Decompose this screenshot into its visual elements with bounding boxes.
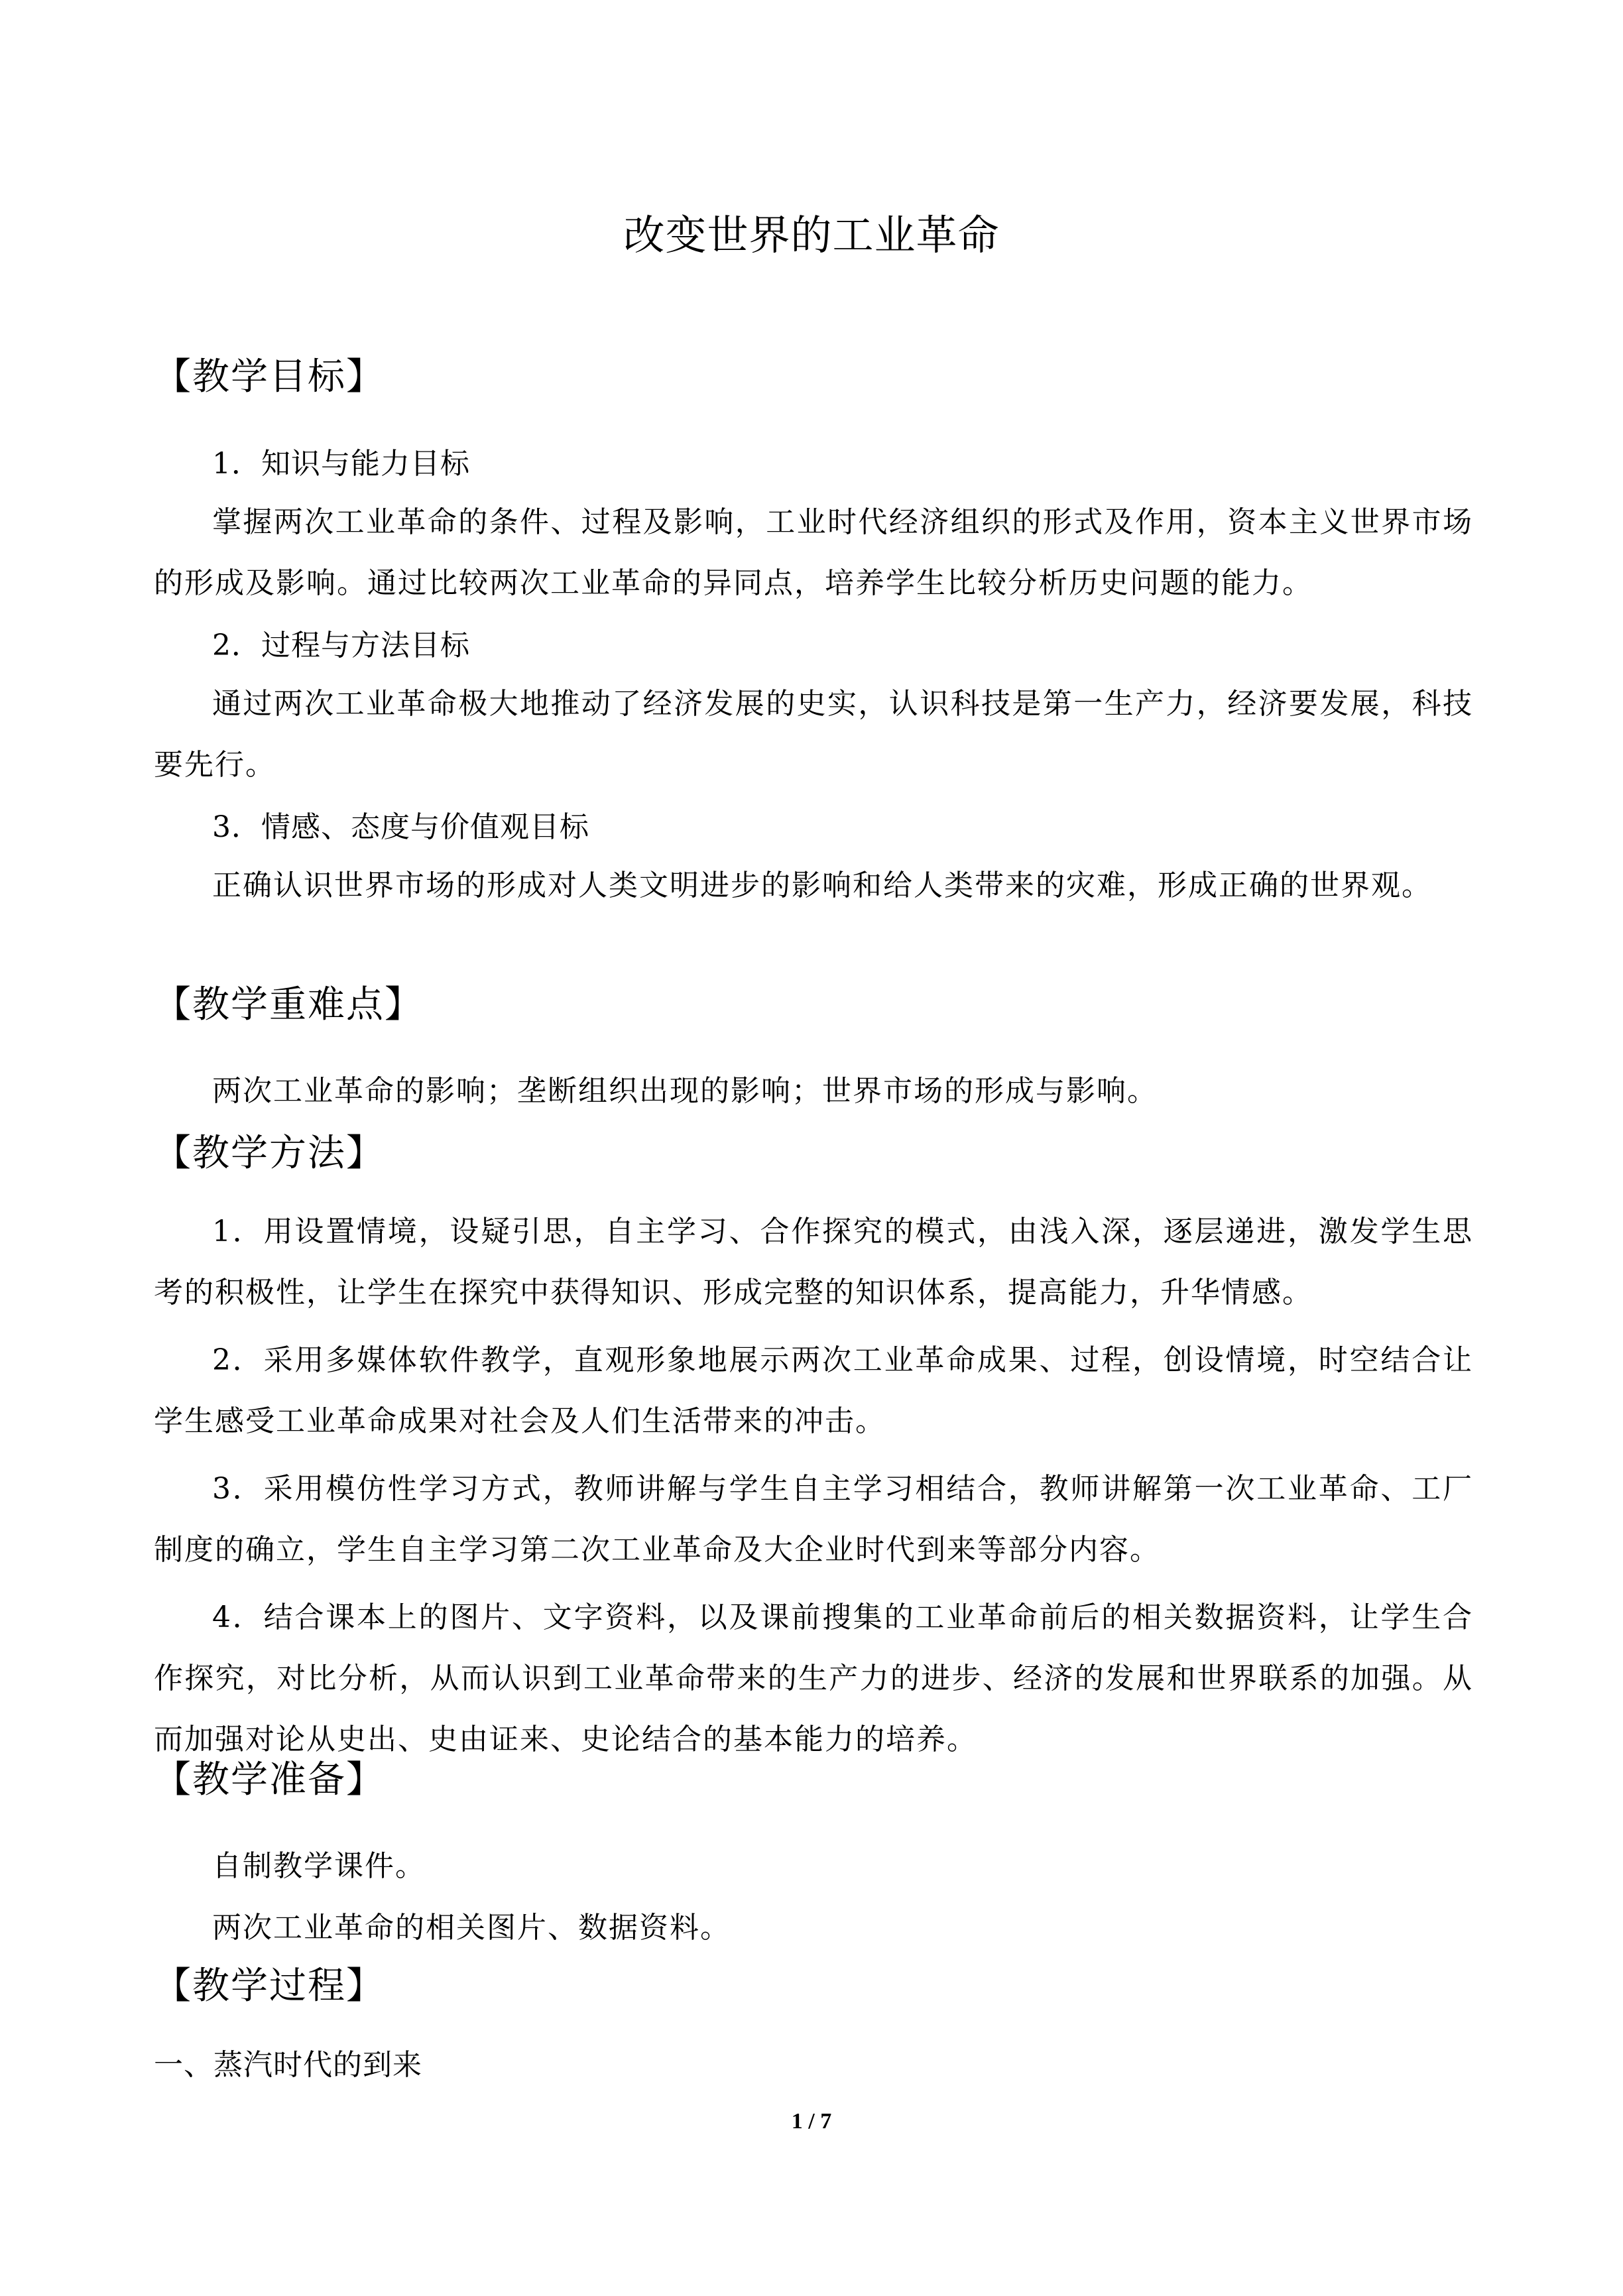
- page-number: 1 / 7: [791, 2109, 832, 2134]
- objective-item-2: 2．过程与方法目标: [212, 629, 470, 662]
- method-paragraph-1: 1．用设置情境，设疑引思，自主学习、合作探究的模式，由浅入深，逐层递进，激发学生思考的积极性，让学生在探究中获得知识、形成完整的知识体系，提高能力，升华情感。: [154, 1215, 1473, 1309]
- objective-paragraph-3: 正确认识世界市场的形成对人类文明进步的影响和给人类带来的灾难，形成正确的世界观。: [212, 869, 1432, 902]
- objective-item-1: 1．知识与能力目标: [212, 447, 470, 481]
- key-points-text: 两次工业革命的影响；垄断组织出现的影响；世界市场的形成与影响。: [212, 1074, 1158, 1108]
- preparation-heading: 【教学准备】: [154, 1758, 385, 1801]
- key-points-heading: 【教学重难点】: [154, 983, 423, 1026]
- method-paragraph-4: 4．结合课本上的图片、文字资料，以及课前搜集的工业革命前后的相关数据资料，让学生合作探究，对比分析，从而认识到工业革命带来的生产力的进步、经济的发展和世界联系的加强。从而加强对论从史出、史由证来、史论结合的基本能力的培养。: [154, 1601, 1473, 1756]
- process-subheading-1: 一、蒸汽时代的到来: [154, 2048, 422, 2082]
- method-paragraph-3: 3．采用模仿性学习方式，教师讲解与学生自主学习相结合，教师讲解第一次工业革命、工厂制度的确立，学生自主学习第二次工业革命及大企业时代到来等部分内容。: [154, 1472, 1473, 1567]
- objectives-heading: 【教学目标】: [154, 355, 385, 398]
- preparation-item-2: 两次工业革命的相关图片、数据资料。: [212, 1911, 731, 1945]
- methods-heading: 【教学方法】: [154, 1132, 385, 1175]
- objective-item-3: 3．情感、态度与价值观目标: [212, 810, 589, 844]
- preparation-item-1: 自制教学课件。: [212, 1849, 426, 1883]
- process-heading: 【教学过程】: [154, 1964, 385, 2008]
- objective-paragraph-2: 通过两次工业革命极大地推动了经济发展的史实，认识科技是第一生产力，经济要发展，科技要先行。: [154, 687, 1473, 782]
- objective-paragraph-1: 掌握两次工业革命的条件、过程及影响，工业时代经济组织的形式及作用，资本主义世界市场的形成及影响。通过比较两次工业革命的异同点，培养学生比较分析历史问题的能力。: [154, 505, 1473, 600]
- document-title: 改变世界的工业革命: [623, 211, 1000, 259]
- method-paragraph-2: 2．采用多媒体软件教学，直观形象地展示两次工业革命成果、过程，创设情境，时空结合让学生感受工业革命成果对社会及人们生活带来的冲击。: [154, 1343, 1473, 1438]
